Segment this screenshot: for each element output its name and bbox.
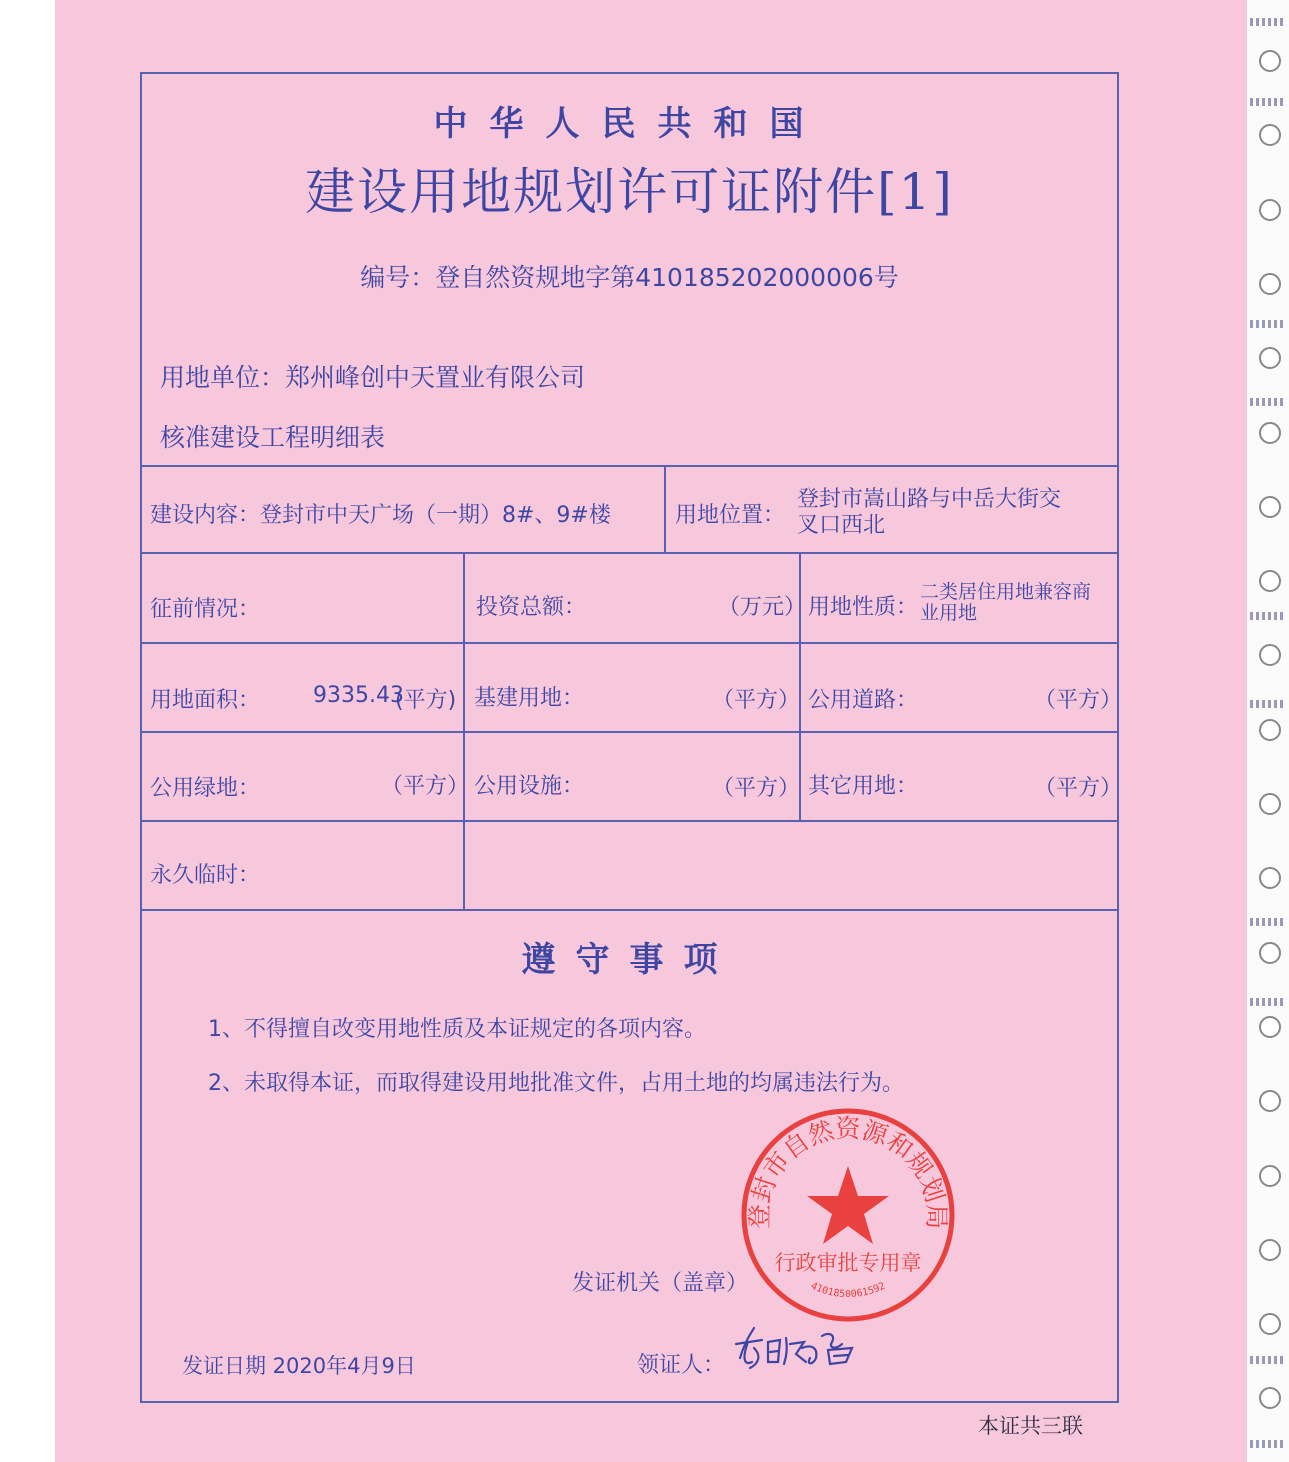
table-line (140, 731, 1119, 733)
svg-text:登封市自然资源和规划局: 登封市自然资源和规划局 (744, 1114, 952, 1230)
issuing-authority: 发证机关（盖章） (572, 1271, 749, 1296)
country-name: 中华人民共和国 (433, 104, 826, 144)
perforation-mark (1250, 700, 1286, 708)
investment-unit: （万元） (718, 595, 807, 620)
recipient-label: 领证人： (637, 1353, 726, 1378)
table-line (140, 820, 1119, 822)
land-area-value: 9335.43 (313, 683, 404, 708)
land-nature-value (920, 582, 1091, 624)
perforation-mark (1250, 98, 1286, 106)
location-value (797, 487, 1061, 539)
recipient-signature (732, 1318, 862, 1372)
table-line (664, 465, 666, 553)
land-nature-label: 用地性质： (808, 595, 919, 620)
public-green-unit: （平方） (381, 774, 470, 799)
location-line: 叉口西北 (797, 513, 886, 538)
location-line: 登封市嵩山路与中岳大街交 (797, 487, 1062, 512)
public-road-unit: （平方） (1034, 688, 1123, 713)
detail-table-title: 核准建设工程明细表 (160, 423, 386, 452)
land-area-unit: (平方) (395, 688, 457, 713)
perforation-mark (1250, 1356, 1286, 1364)
land-nature-line: 业用地 (920, 602, 978, 624)
feed-hole (1259, 942, 1281, 964)
public-facility-unit: （平方） (712, 776, 801, 801)
table-line (140, 465, 1119, 467)
perforation-mark (1250, 918, 1286, 926)
land-unit: 用地单位：郑州峰创中天置业有限公司 (160, 363, 586, 392)
land-nature-line: 二类居住用地兼容商 (920, 581, 1092, 603)
perforation-mark (1250, 18, 1286, 26)
feed-hole (1259, 273, 1281, 295)
location-label: 用地位置： (675, 503, 786, 528)
feed-hole (1259, 1016, 1281, 1038)
perforation-mark (1250, 320, 1286, 328)
note-item: 2、未取得本证，而取得建设用地批准文件，占用土地的均属违法行为。 (208, 1071, 904, 1096)
public-road-label: 公用道路： (808, 688, 919, 713)
perforation-mark (1250, 398, 1286, 406)
document-title: 建设用地规划许可证附件[1] (305, 163, 954, 221)
other-land-unit: （平方） (1034, 776, 1123, 801)
construction-content: 建设内容：登封市中天广场（一期）8#、9#楼 (150, 503, 611, 528)
permanent-temporary-label: 永久临时： (150, 863, 261, 888)
notes-title: 遵守事项 (521, 940, 738, 980)
note-item: 1、不得擅自改变用地性质及本证规定的各项内容。 (208, 1017, 706, 1042)
feed-hole (1259, 1165, 1281, 1187)
public-facility-label: 公用设施： (474, 774, 585, 799)
feed-hole (1259, 570, 1281, 592)
copies-note: 本证共三联 (978, 1414, 1083, 1438)
feed-hole (1259, 1313, 1281, 1335)
table-line (463, 552, 465, 910)
feed-hole (1259, 496, 1281, 518)
feed-hole (1259, 793, 1281, 815)
other-land-label: 其它用地： (808, 774, 919, 799)
official-seal (737, 1104, 959, 1326)
svg-text:4101850061592: 4101850061592 (808, 1280, 888, 1301)
table-line (140, 552, 1119, 554)
public-green-label: 公用绿地： (150, 776, 261, 801)
svg-text:行政审批专用章: 行政审批专用章 (774, 1251, 922, 1275)
feed-hole (1259, 199, 1281, 221)
feed-hole (1259, 719, 1281, 741)
table-line (140, 909, 1119, 911)
feed-hole (1259, 1239, 1281, 1261)
pre-condition-label: 征前情况： (150, 597, 261, 622)
construction-land-label: 基建用地： (474, 686, 585, 711)
perforation-mark (1250, 1440, 1286, 1448)
perforation-mark (1250, 998, 1286, 1006)
land-area-label: 用地面积： (150, 688, 261, 713)
permit-number: 编号：登自然资规地字第410185202000006号 (360, 263, 899, 292)
issue-date: 发证日期 2020年4月9日 (182, 1354, 416, 1378)
feed-hole (1259, 50, 1281, 72)
investment-label: 投资总额： (476, 595, 587, 620)
perforation-mark (1250, 612, 1286, 620)
table-line (140, 642, 1119, 644)
construction-land-unit: （平方） (712, 688, 801, 713)
feed-hole (1259, 422, 1281, 444)
